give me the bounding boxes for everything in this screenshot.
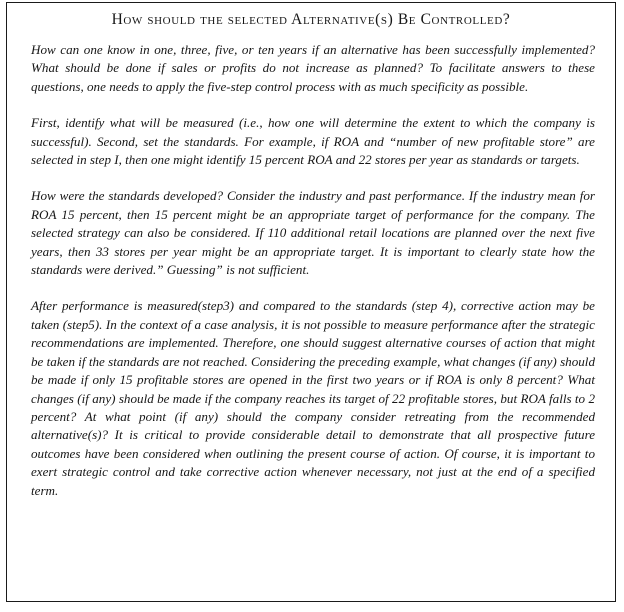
paragraph-1: How can one know in one, three, five, or ten years if an alternative has been successfully implemented? What should be done if sales or profits do not increase as planned? To facilitate answers to these questions, one needs to apply the five-step control process with as much specificity as possible. (31, 42, 595, 94)
text-box (6, 2, 616, 602)
paragraph-4: After performance is measured(step3) and compared to the standards (step 4), corrective action may be taken (step5). In the context of a case analysis, it is not possible to measure performance after the strategic recommendations are implemented. Therefore, one should suggest alternative courses of action that might be taken if the standards are not reached. Considering the preceding example, what changes (if any) should be made if only 15 profitable stores are opened in the first two years or if ROA is only 8 percent? What changes (if any) should be made if the company reaches its target of 22 profitable stores, but ROA falls to 2 percent? At what point (if any) should the company consider retreating from the recommended alternative(s)? It is critical to provide considerable detail to demonstrate that all prospective future outcomes have been considered when outlining the present course of action. Of course, it is important to exert strategic control and take corrective action whenever necessary, not just at the end of a specified term. (31, 298, 595, 498)
paragraph-3: How were the standards developed? Consider the industry and past performance. If the industry mean for ROA 15 percent, then 15 percent might be an appropriate target of performance for the company. The selected strategy can also be considered. If 110 additional retail locations are planned over the next five years, then 33 stores per year might be an appropriate target. It is important to clearly state how the standards were derived.” Guessing” is not sufficient. (31, 188, 595, 278)
box-title: How should the selected Alternative(s) Be Controlled? (111, 11, 511, 28)
paragraph-2: First, identify what will be measured (i.e., how one will determine the extent to which the company is successful). Second, set the standards. For example, if ROA and “number of new profitable store” are selected in step I, then one might identify 15 percent ROA and 22 stores per year as standards or targets. (31, 115, 595, 168)
box-body (31, 41, 595, 518)
